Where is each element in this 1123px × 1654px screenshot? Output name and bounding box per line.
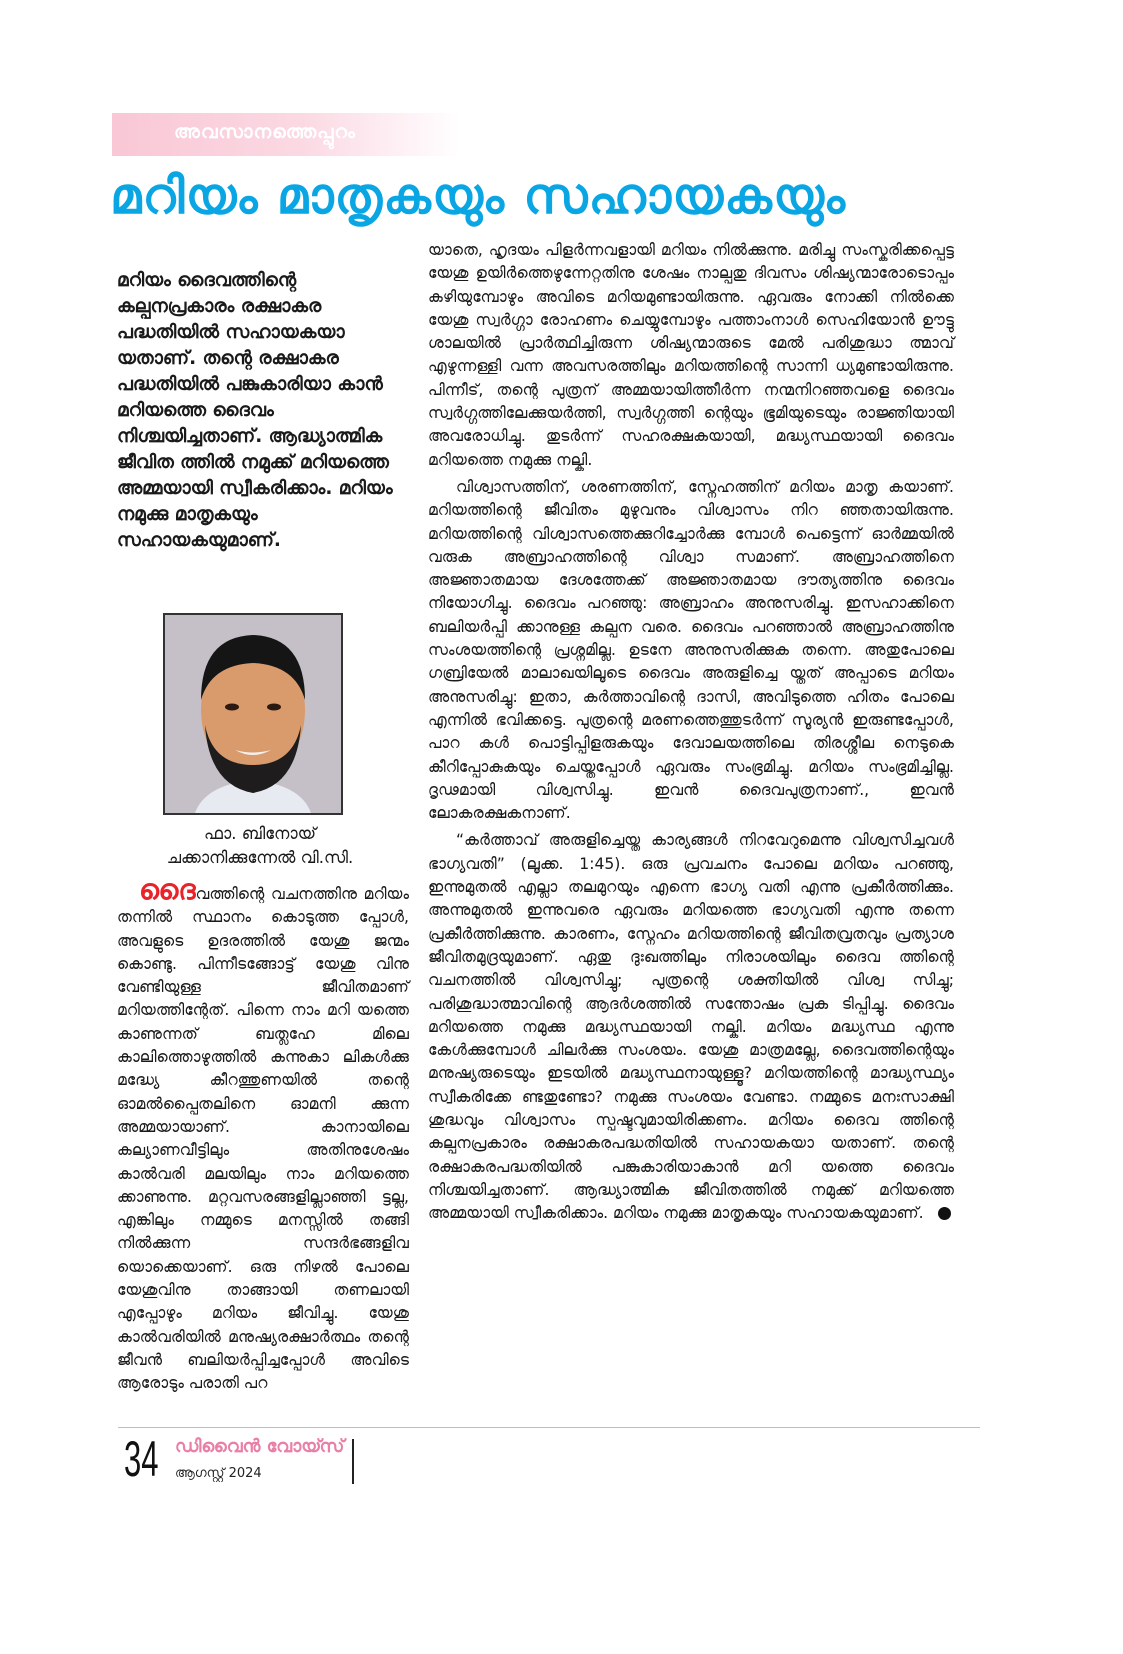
body-column-left (117, 873, 409, 1396)
body-paragraph: വിശ്വാസത്തിന്, ശരണത്തിന്, സ്നേഹത്തിന് മറിയം മാതൃ കയാണ്. മറിയത്തിന്റെ ജീവിതം മുഴുവനും വിശ്വാസം നിറ ഞ്ഞതായിരുന്നു. മറിയത്തിന്റെ വിശ്വാസത്തെക്കുറിച്ചോർക്കു മ്പോൾ പെട്ടെന്ന് ഓർമ്മയിൽ വരുക അബ്രാഹത്തിന്റെ വിശ്വാ സമാണ്. അബ്രാഹത്തിനെ അജ്ഞാതമായ ദേശത്തേക്ക് അജ്ഞാതമായ ദൗത്യത്തിനു ദൈവം നിയോഗിച്ചു. ദൈവം പറഞ്ഞു: അബ്രാഹം അനുസരിച്ചു. ഇസഹാക്കിനെ ബലിയർപ്പി ക്കാനുള്ള കല്പന വരെ. ദൈവം പറഞ്ഞാൽ അബ്രാഹത്തിനു സംശയത്തിന്റെ പ്രശ്നമില്ല. ഉടനേ അനുസരിക്കുക തന്നെ. അതുപോലെ ഗബ്രിയേൽ മാലാഖയിലൂടെ ദൈവം അരുളിച്ചെ യ്തത് അപ്പാടെ മറിയം അനുസരിച്ചു: ഇതാ, കർത്താവിന്റെ ദാസി, അവിടുത്തെ ഹിതം പോലെ എന്നിൽ ഭവിക്കട്ടെ. പുത്രന്റെ മരണത്തെത്തുടർന്ന് സൂര്യൻ ഇരുണ്ടപ്പോൾ, പാറ കൾ പൊട്ടിപ്പിളരുകയും ദേവാലയത്തിലെ തിരശ്ശീല നെടുകെ കീറിപ്പോകുകയും ചെയ്തപ്പോൾ ഏവരും സംഭ്രമിച്ചു. മറിയം സംഭ്രമിച്ചില്ല. ദൃഢമായി വിശ്വസിച്ചു. ഇവൻ ദൈവപുത്രനാണ്., ഇവൻ ലോകരക്ഷകനാണ്. (428, 477, 954, 823)
section-kicker: അവസാനത്തെപ്പുറം (174, 121, 356, 143)
body-left-text: വത്തിന്റെ വചനത്തിനു മറിയം തന്നിൽ സ്ഥാനം കൊടുത്ത പ്പോൾ, അവളുടെ ഉദരത്തിൽ യേശു ജന്മം കൊണ്ടു. പിന്നീടങ്ങോട്ട് യേശു വിനു വേണ്ടിയുള്ള ജീവിതമാണ് മറിയത്തിന്റേത്. പിന്നെ നാം മറി യത്തെ കാണുന്നത് ബത്ലഹേ മിലെ കാലിത്തൊഴുത്തിൽ കന്നുകാ ലികൾക്കു മദ്ധ്യേ കീറത്തുണയിൽ തന്റെ ഓമൽപ്പൈതലിനെ ഓമനി ക്കുന്ന അമ്മയായാണ്. കാനായിലെ കല്യാണവീട്ടിലും അതിനുശേഷം കാൽവരി മലയിലും നാം മറിയത്തെ ക്കാണുന്നു. മറ്റവസരങ്ങളില്ലാഞ്ഞി ട്ടല്ല, എങ്കിലും നമ്മുടെ മനസ്സിൽ തങ്ങി നിൽക്കുന്ന സന്ദർഭങ്ങളിവ യൊക്കെയാണ്. ഒരു നിഴൽ പോലെ യേശുവിനു താങ്ങായി തണലായി എപ്പോഴും മറിയം ജീവിച്ചു. യേശു കാൽവരിയിൽ മനുഷ്യരക്ഷാർത്ഥം തന്റെ ജീവൻ ബലിയർപ്പിച്ചപ്പോൾ അവിടെ ആരോടും പരാതി പറ (117, 885, 409, 1393)
end-mark-icon (938, 1207, 951, 1220)
page-number: 34 (124, 1431, 159, 1487)
article-title: മറിയം മാതൃകയും സഹായകയും (110, 167, 846, 225)
body-paragraph (117, 873, 409, 1396)
body-column-right (428, 239, 954, 1225)
author-name-line1: ഫാ. ബിനോയ് (204, 824, 316, 843)
footer-separator (352, 1439, 354, 1484)
body-paragraph (428, 829, 954, 1225)
issue-date: ആഗസ്റ്റ് 2024 (175, 1466, 262, 1481)
drop-cap: ദൈ (139, 873, 196, 906)
pull-quote-text: മറിയം ദൈവത്തിന്റെ കല്പനപ്രകാരം രക്ഷാകര പദ്ധതിയിൽ സഹായകയാ യതാണ്. തന്റെ രക്ഷാകര പദ്ധതിയിൽ പങ്കുകാരിയാ കാൻ മറിയത്തെ ദൈവം നിശ്ചയിച്ചതാണ്. ആദ്ധ്യാത്മിക ജീവിത ത്തിൽ നമുക്ക് മറിയത്തെ അമ്മയായി സ്വീകരിക്കാം. മറിയം നമുക്കു മാതൃകയും സഹായകയുമാണ്. (117, 270, 393, 551)
author-portrait-icon (165, 615, 341, 813)
body-paragraph: യാതെ, ഹൃദയം പിളർന്നവളായി മറിയം നിൽക്കുന്നു. മരിച്ചു സംസ്കരിക്കപ്പെട്ട യേശു ഉയിർത്തെഴുന്നേറ്റതിനു ശേഷം നാല്പതു ദിവസം ശിഷ്യന്മാരോടൊപ്പം കഴിയുമ്പോഴും അവിടെ മറിയമുണ്ടായിരുന്നു. ഏവരും നോക്കി നിൽക്കെ യേശു സ്വർഗ്ഗാ രോഹണം ചെയ്യുമ്പോഴും പത്താംനാൾ സെഹിയോൻ ഊട്ടു ശാലയിൽ പ്രാർത്ഥിച്ചിരുന്ന ശിഷ്യന്മാരുടെ മേൽ പരിശുദ്ധാ ത്മാവ് എഴുന്നള്ളി വന്ന അവസരത്തിലും മറിയത്തിന്റെ സാന്നി ധ്യമുണ്ടായിരുന്നു. പിന്നീട്, തന്റെ പുത്രന് അമ്മയായിത്തീർന്ന നന്മനിറഞ്ഞവളെ ദൈവം സ്വർഗ്ഗത്തിലേക്കുയർത്തി, സ്വർഗ്ഗത്തി ന്റെയും ഭൂമിയുടെയും രാജ്ഞിയായി അവരോധിച്ചു. തുടർന്ന് സഹരക്ഷകയായി, മദ്ധ്യസ്ഥയായി ദൈവം മറിയത്തെ നമുക്കു നല്കി. (428, 241, 954, 469)
author-name-line2: ചക്കാനിക്കുന്നേൽ വി.സി. (166, 848, 354, 867)
section-kicker-banner (112, 113, 460, 156)
body-paragraph-text: “കർത്താവ് അരുളിച്ചെയ്ത കാര്യങ്ങൾ നിറവേറുമെന്നു വിശ്വസിച്ചവൾ ഭാഗ്യവതി” (ലൂക്ക. 1:45). ഒരു പ്രവചനം പോലെ മറിയം പറഞ്ഞു, ഇന്നുമുതൽ എല്ലാ തലമുറയും എന്നെ ഭാഗ്യ വതി എന്നു പ്രകീർത്തിക്കും. അന്നുമുതൽ ഇന്നുവരെ ഏവരും മറിയത്തെ ഭാഗ്യവതി എന്നു തന്നെ പ്രകീർത്തിക്കുന്നു. കാരണം, സ്നേഹം മറിയത്തിന്റെ ജീവിതവ്രതവും പ്രത്യാശ ജീവിതമുദ്രയുമാണ്. ഏതു ദുഃഖത്തിലും നിരാശയിലും ദൈവ ത്തിന്റെ വചനത്തിൽ വിശ്വസിച്ചു; പുത്രന്റെ ശക്തിയിൽ വിശ്വ സിച്ചു; പരിശുദ്ധാത്മാവിന്റെ ആദർശത്തിൽ സന്തോഷം പ്രക ടിപ്പിച്ചു. ദൈവം മറിയത്തെ നമുക്കു മദ്ധ്യസ്ഥയായി നല്കി. മറിയം മദ്ധ്യസ്ഥ എന്നു കേൾക്കുമ്പോൾ ചിലർക്കു സംശയം. യേശു മാത്രമല്ലേ, ദൈവത്തിന്റെയും മനുഷ്യരുടെയും ഇടയിൽ മദ്ധ്യസ്ഥനായുള്ളൂ? മറിയത്തിന്റെ മാദ്ധ്യസ്ഥ്യം സ്വീകരിക്കേ ണ്ടതുണ്ടോ? നമുക്കു സംശയം വേണ്ടാ. നമ്മുടെ മനഃസാക്ഷി ശുദ്ധവും വിശ്വാസം സ്പഷ്ടവുമായിരിക്കണം. മറിയം ദൈവ ത്തിന്റെ കല്പനപ്രകാരം രക്ഷാകരപദ്ധതിയിൽ സഹായകയാ യതാണ്. തന്റെ രക്ഷാകരപദ്ധതിയിൽ പങ്കുകാരിയാകാൻ മറി യത്തെ ദൈവം നിശ്ചയിച്ചതാണ്. ആദ്ധ്യാത്മിക ജീവിതത്തിൽ നമുക്ക് മറിയത്തെ അമ്മയായി സ്വീകരിക്കാം. മറിയം നമുക്കു മാതൃകയും സഹായകയുമാണ്. (428, 831, 954, 1223)
footer-divider (118, 1427, 980, 1428)
pull-quote (117, 268, 407, 554)
author-photo (163, 613, 343, 815)
magazine-name: ഡിവൈൻ വോയ്സ് (175, 1436, 345, 1457)
author-byline (110, 822, 410, 870)
